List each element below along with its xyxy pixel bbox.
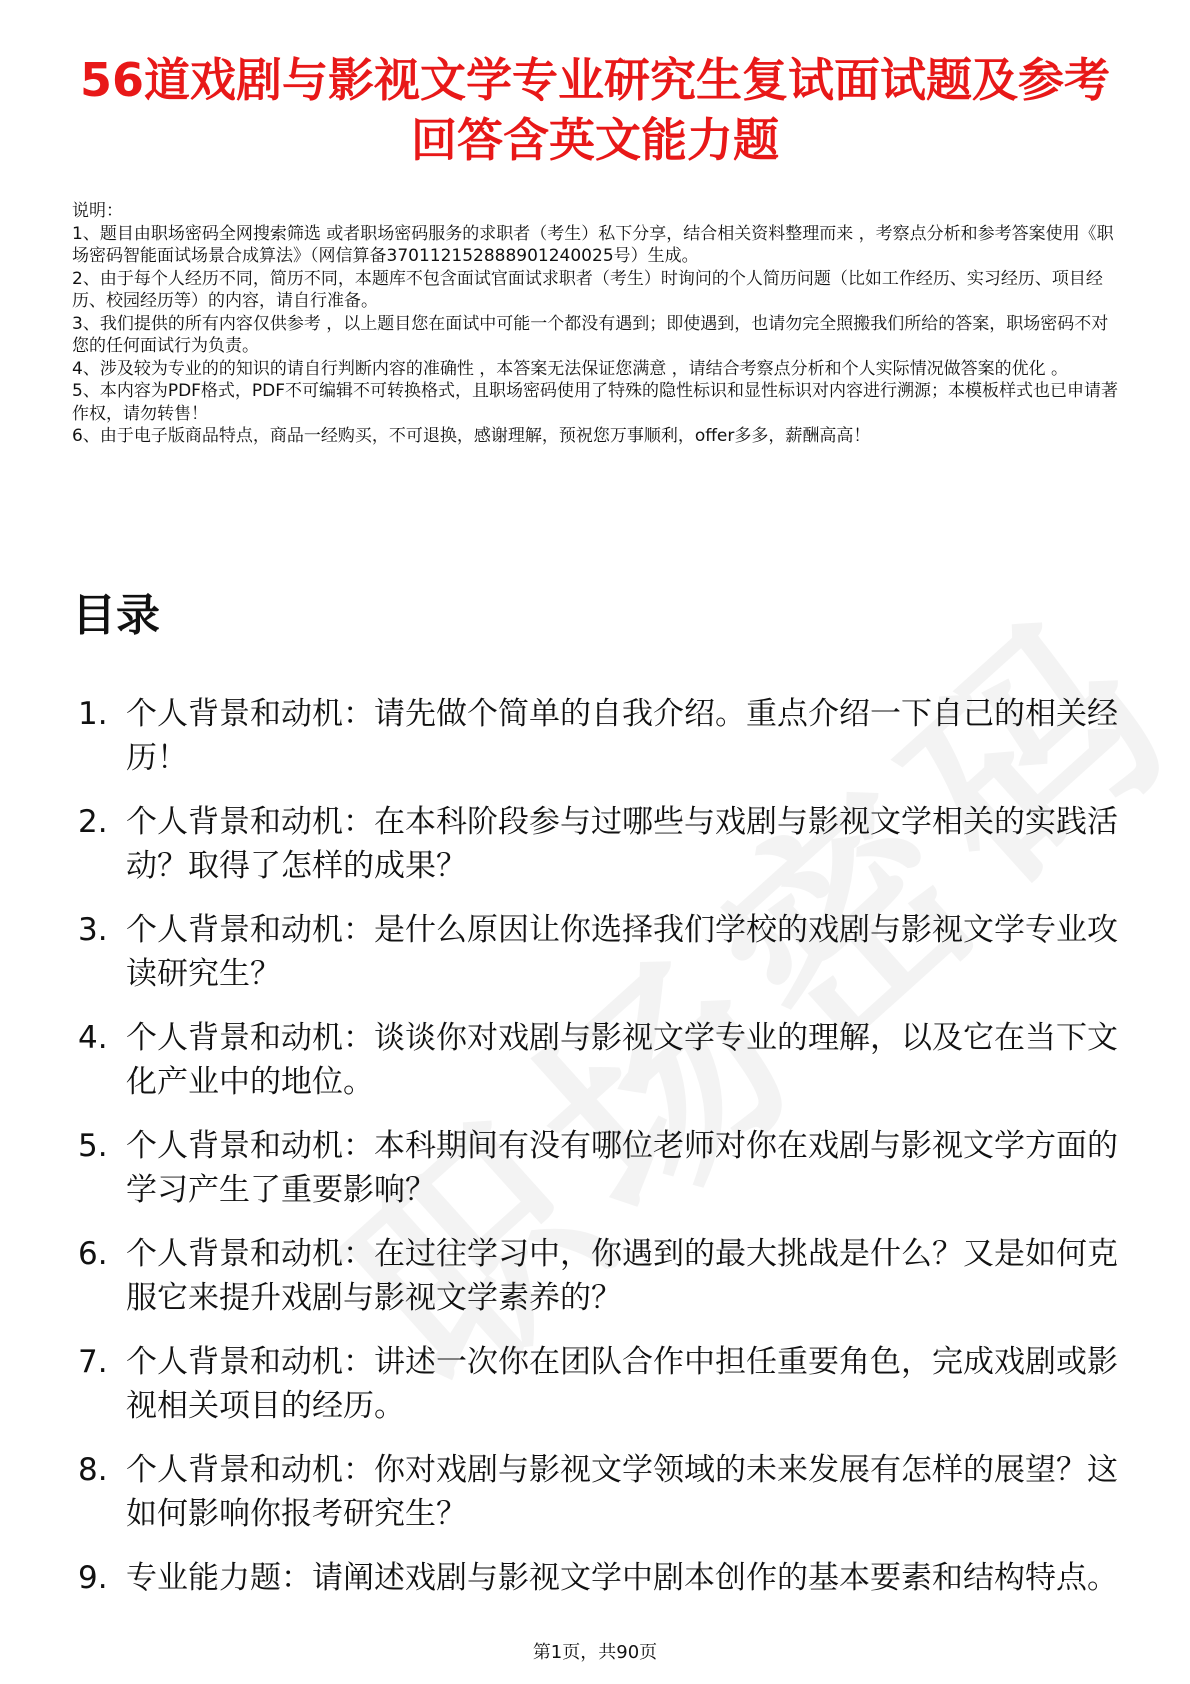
toc-item-number: 6. — [78, 1236, 108, 1272]
page-footer: 第1页，共90页 — [532, 1642, 658, 1663]
toc-item-text: 个人背景和动机：在本科阶段参与过哪些与戏剧与影视文学相关的实践活动？取得了怎样的成果？ — [126, 804, 1118, 884]
document-title: 56道戏剧与影视文学专业研究生复试面试题及参考回答含英文能力题 — [79, 53, 1110, 167]
toc-item-number: 9. — [78, 1560, 108, 1596]
toc-item[interactable] — [72, 1340, 1132, 1428]
toc-item[interactable] — [72, 1556, 1132, 1600]
toc-item-number: 8. — [78, 1452, 108, 1488]
toc-item-number: 3. — [78, 912, 108, 948]
note-item: 6、由于电子版商品特点，商品一经购买，不可退换，感谢理解，预祝您万事顺利，offer多多，薪酬高高！ — [72, 426, 871, 446]
toc-item-text: 个人背景和动机：你对戏剧与影视文学领域的未来发展有怎样的展望？这如何影响你报考研究生？ — [126, 1452, 1118, 1532]
toc-item[interactable] — [72, 1448, 1132, 1536]
toc-item-number: 7. — [78, 1344, 108, 1380]
toc-item-text: 专业能力题：请阐述戏剧与影视文学中剧本创作的基本要素和结构特点。 — [126, 1560, 1118, 1596]
toc-item-number: 2. — [78, 804, 108, 840]
disclaimer-notes — [72, 200, 1122, 448]
toc-item-text: 个人背景和动机：是什么原因让你选择我们学校的戏剧与影视文学专业攻读研究生？ — [126, 912, 1118, 992]
toc-item-text: 个人背景和动机：请先做个简单的自我介绍。重点介绍一下自己的相关经历！ — [126, 696, 1118, 776]
note-item: 5、本内容为PDF格式，PDF不可编辑不可转换格式，且职场密码使用了特殊的隐性标识和显性标识对内容进行溯源；本模板样式也已申请著作权，请勿转售！ — [72, 381, 1119, 424]
note-item: 2、由于每个人经历不同，简历不同，本题库不包含面试官面试求职者（考生）时询问的个人简历问题（比如工作经历、实习经历、项目经历、校园经历等）的内容，请自行准备。 — [72, 268, 1103, 311]
toc-item-text: 个人背景和动机：本科期间有没有哪位老师对你在戏剧与影视文学方面的学习产生了重要影响？ — [126, 1128, 1118, 1208]
toc-item[interactable] — [72, 1016, 1132, 1104]
toc-item-text: 个人背景和动机：谈谈你对戏剧与影视文学专业的理解，以及它在当下文化产业中的地位。 — [126, 1020, 1118, 1100]
toc-item-number: 4. — [78, 1020, 108, 1056]
note-item: 1、题目由职场密码全网搜索筛选 或者职场密码服务的求职者（考生）私下分享，结合相关资料整理而来 ，考察点分析和参考答案使用《职场密码智能面试场景合成算法》（网信算备370112152888901240025号）生成。 — [72, 223, 1114, 266]
toc-item-text: 个人背景和动机：在过往学习中，你遇到的最大挑战是什么？又是如何克服它来提升戏剧与影视文学素养的？ — [126, 1236, 1118, 1316]
toc-item-number: 1. — [78, 696, 108, 732]
toc-item[interactable] — [72, 1124, 1132, 1212]
toc-item-text: 个人背景和动机：讲述一次你在团队合作中担任重要角色，完成戏剧或影视相关项目的经历。 — [126, 1344, 1118, 1424]
toc-item[interactable] — [72, 908, 1132, 996]
toc-item[interactable] — [72, 692, 1132, 780]
toc-item[interactable] — [72, 1232, 1132, 1320]
table-of-contents — [72, 692, 1132, 1620]
toc-item-number: 5. — [78, 1128, 108, 1164]
toc-heading: 目录 — [72, 590, 160, 641]
note-item: 4、涉及较为专业的的知识的请自行判断内容的准确性 ，本答案无法保证您满意 ，请结合考察点分析和个人实际情况做答案的优化 。 — [72, 358, 1069, 379]
toc-item[interactable] — [72, 800, 1132, 888]
note-item: 3、我们提供的所有内容仅供参考 ，以上题目您在面试中可能一个都没有遇到；即使遇到，也请勿完全照搬我们所给的答案，职场密码不对您的任何面试行为负责。 — [72, 313, 1109, 356]
notes-heading: 说明： — [72, 201, 123, 221]
